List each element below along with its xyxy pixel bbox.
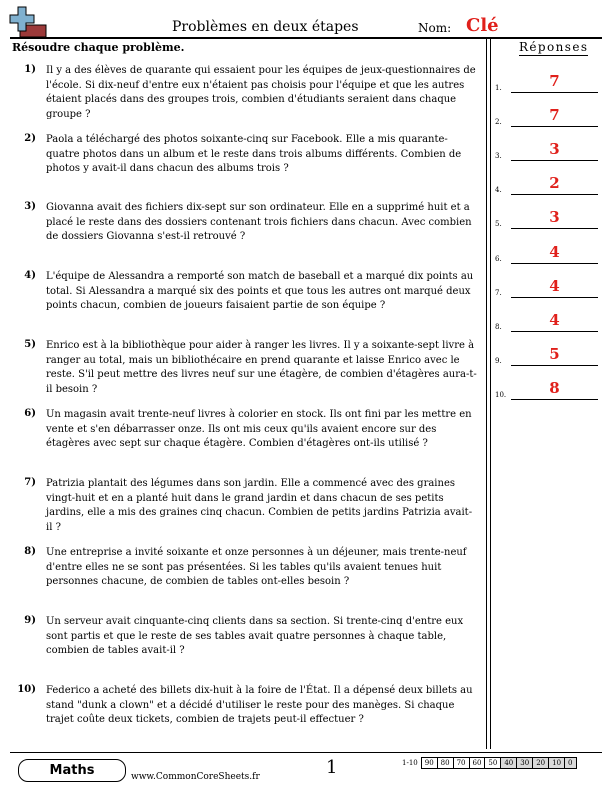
answer-line [511, 228, 598, 229]
brand-badge: Maths [18, 759, 126, 782]
problem-text: Une entreprise a invité soixante et onze personnes à un déjeuner, mais trente-neuf d'entre elles ne se sont pas présentées. Si les tables qu'ils avaient tenues huit personnes chacune, de combien de tables ont-elles besoin ? [46, 547, 467, 588]
score-cell: 80 [437, 757, 454, 769]
logo-icon [8, 5, 48, 41]
score-cell: 0 [564, 757, 576, 769]
score-label: 1-10 [402, 759, 418, 767]
answer-row [494, 379, 598, 401]
answer-number: 7. [495, 289, 502, 297]
header-divider [10, 37, 602, 39]
answer-line [511, 194, 598, 195]
answer-value: 8 [549, 379, 560, 397]
answer-row [494, 174, 598, 196]
problem-text: Giovanna avait des fichiers dix-sept sur son ordinateur. Elle en a supprimé huit et a placé le reste dans des dossiers contenant trois fichiers dans chacun. Avec combien de dossiers Giovanna s'est-il retrouvé ? [46, 202, 472, 243]
problem-text: Federico a acheté des billets dix-huit à la foire de l'État. Il a dépensé deux billets au stand "dunk a clown" et a décidé d'utiliser le reste pour des manèges. Si chaque trajet coûte deux tickets, combien de trajets peut-il effectuer ? [46, 685, 473, 726]
answer-row [494, 243, 598, 265]
answer-value: 3 [549, 208, 560, 226]
answer-row [494, 345, 598, 367]
answer-number: 3. [495, 152, 502, 160]
problem-text: L'équipe de Alessandra a remporté son match de baseball et a marqué dix points au total. Si Alessandra a marqué six des points et que tous les autres ont marqué deux points chacun, combien de joueurs faisaient partie de son équipe ? [46, 271, 474, 312]
problem-text: Paola a téléchargé des photos soixante-cinq sur Facebook. Elle a mis quarante-quatre photos dans un album et le reste dans trois albums différents. Combien de photos y avait-il dans chacun des albums trois ? [46, 134, 462, 175]
answer-row [494, 311, 598, 333]
instructions: Résoudre chaque problème. [12, 41, 185, 54]
answer-number: 5. [495, 220, 502, 228]
answer-line [511, 365, 598, 366]
answer-number: 1. [495, 84, 502, 92]
score-cell: 50 [484, 757, 501, 769]
answer-value: 5 [549, 345, 560, 363]
answer-number: 2. [495, 118, 502, 126]
problem-text: Un magasin avait trente-neuf livres à colorier en stock. Ils ont fini par les mettre en vente et s'en débarrasser onze. Ils ont mis ceux qu'ils avaient encore sur des étagères avec sept sur chaque étagère. Combien d'étagères ont-ils utilisé ? [46, 409, 472, 450]
answer-value: 7 [549, 106, 560, 124]
problem-number: 10) [17, 684, 36, 695]
name-value: Clé [466, 15, 499, 36]
problem-number: 8) [24, 546, 36, 557]
score-table [398, 757, 577, 769]
problem-number: 1) [24, 64, 36, 75]
page-title: Problèmes en deux étapes [172, 19, 359, 35]
answer-line [511, 126, 598, 127]
website-link[interactable]: www.CommonCoreSheets.fr [131, 772, 260, 782]
problem-number: 9) [24, 615, 36, 626]
score-cell: 60 [469, 757, 486, 769]
column-divider [486, 39, 487, 749]
answer-value: 3 [549, 140, 560, 158]
answer-number: 8. [495, 323, 502, 331]
problem-number: 3) [24, 201, 36, 212]
answer-line [511, 297, 598, 298]
answer-value: 4 [549, 243, 560, 261]
problem-text: Patrizia plantait des légumes dans son jardin. Elle a commencé avec des graines vingt-huit et en a planté huit dans le grand jardin et dans chacun de ses petits jardins, elle a mis des graines cinq chacun. Combien de petits jardins Patrizia avait-il ? [46, 478, 473, 533]
answer-row [494, 140, 598, 162]
answer-value: 4 [549, 311, 560, 329]
problem-number: 5) [24, 339, 36, 350]
answer-line [511, 263, 598, 264]
answer-number: 4. [495, 186, 502, 194]
answer-line [511, 331, 598, 332]
answer-value: 4 [549, 277, 560, 295]
score-cell: 30 [516, 757, 533, 769]
answer-value: 7 [549, 72, 560, 90]
score-cell: 10 [548, 757, 565, 769]
answer-row [494, 106, 598, 128]
name-label: Nom: [418, 21, 452, 35]
score-cell: 40 [500, 757, 517, 769]
answer-line [511, 160, 598, 161]
answer-row [494, 72, 598, 94]
answer-row [494, 208, 598, 230]
score-cell: 90 [421, 757, 438, 769]
footer-divider [10, 752, 602, 753]
answer-number: 10. [495, 391, 507, 399]
problem-text: Un serveur avait cinquante-cinq clients dans sa section. Si trente-cinq d'entre eux sont partis et que le reste de ses tables avait quatre personnes à chaque table, combien de tables avait-il ? [46, 616, 464, 657]
answer-line [511, 92, 598, 93]
answers-title: Réponses [519, 40, 589, 54]
problem-number: 6) [24, 408, 36, 419]
problem-number: 7) [24, 477, 36, 488]
problem-number: 4) [24, 270, 36, 281]
page-number: 1 [326, 757, 338, 778]
answer-row [494, 277, 598, 299]
score-cell: 70 [453, 757, 470, 769]
problem-number: 2) [24, 133, 36, 144]
score-cell: 20 [532, 757, 549, 769]
answer-value: 2 [549, 174, 560, 192]
answer-number: 6. [495, 255, 502, 263]
problem-text: Enrico est à la bibliothèque pour aider à ranger les livres. Il y a soixante-sept livre à ranger au total, mais un bibliothécaire en prend quarante et laisse Enrico avec le reste. S'il peut mettre des livres neuf sur une étagère, de combien d'étagères aura-t-il besoin ? [46, 340, 477, 395]
column-divider [490, 39, 491, 749]
answer-number: 9. [495, 357, 502, 365]
problem-text: Il y a des élèves de quarante qui essaient pour les équipes de jeux-questionnaires de l'école. Si dix-neuf d'entre eux n'étaient pas choisis pour l'équipe et que les autres étaient placés dans des groupes trois, combien d'étudiants seraient dans chaque groupe ? [46, 65, 476, 120]
answer-line [511, 399, 598, 400]
